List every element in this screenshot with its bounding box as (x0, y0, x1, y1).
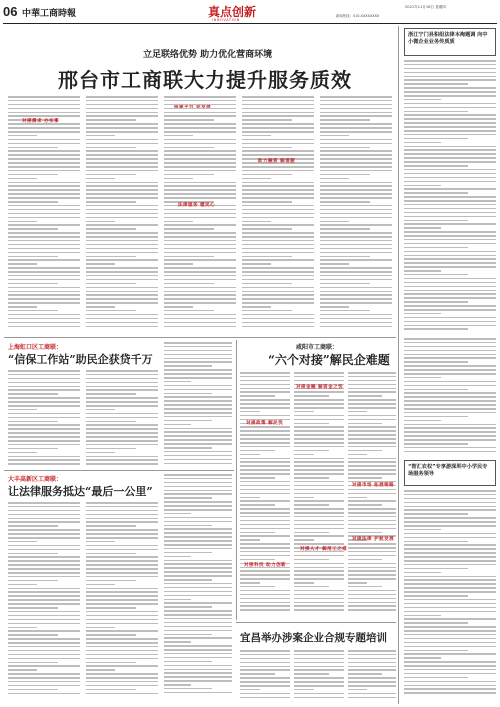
story2-body-col-1 (8, 370, 80, 468)
story4-headline: “六个对接”解民企难题 (268, 353, 390, 367)
right-headline-1: 浙江宁门县积组法律本淘题调 向中小微企业业务传质质 (408, 32, 488, 45)
story2-body-col-3 (164, 342, 232, 468)
story4-subhead-1: 对接政策 解民忧 (246, 421, 284, 426)
lead-subhead-3: 法律服务 暖民心 (178, 203, 216, 208)
story4-subhead-6: 对接科技 助力创新 (244, 563, 287, 568)
story2-bottom-rule (4, 470, 234, 471)
story4-subhead-2: 对接金融 解资金之忧 (296, 385, 344, 390)
story3-body-col-3 (164, 474, 232, 702)
story2-kicker: 上海虹口区工商联： (8, 344, 63, 351)
page-number: 06 (3, 4, 18, 19)
story3-kicker: 大丰高新区工商联： (8, 476, 63, 483)
lead-headline: 邢台市工商联大力提升服务质效 (58, 68, 352, 92)
story4-subhead-3: 对接人才 解用工之难 (300, 547, 348, 552)
story5-top-rule (236, 622, 396, 623)
section-title: 真点创新 (208, 5, 257, 19)
lead-subhead-1: 对接需求 办实事 (22, 119, 60, 124)
story4-subhead-4: 对接市场 拓展销路 (352, 483, 395, 488)
lead-body-col-5 (320, 96, 392, 336)
story2-headline: “信保工作站”助民企获贷千万 (8, 353, 153, 366)
lead-body-col-2 (86, 96, 158, 336)
lead-body-col-1 (8, 96, 80, 336)
story3-headline: 让法律服务抵达“最后一公里” (8, 485, 153, 498)
lead-bottom-rule (4, 337, 396, 338)
story3-body-col-2 (86, 502, 158, 702)
story4-subhead-5: 对接法律 护航发展 (352, 537, 395, 542)
masthead-rule (3, 23, 497, 24)
story4-body-col-2 (294, 372, 344, 620)
right-headline-box-2 (404, 460, 496, 486)
lead-kicker: 立足联络优势 助力优化营商环境 (143, 50, 273, 60)
story5-body-col-1 (240, 650, 290, 702)
date-line: 2021年11月18日 星期四 (405, 5, 446, 9)
lead-body-col-4 (242, 96, 314, 336)
story4-kicker: 咸阳市工商联： (296, 344, 339, 351)
editor-line: 新闻热线：010-XXXXXXXX (336, 14, 380, 18)
story5-body-col-3 (348, 650, 396, 702)
story4-left-divider (236, 340, 237, 620)
story2-body-col-2 (86, 370, 158, 468)
newspaper-name: 中華工商時報 (22, 9, 77, 19)
right-headline-2: “智汇农权”专享游深圳中小学民专场服务领导 (408, 464, 488, 477)
right-body-1 (404, 60, 496, 336)
story5-headline: 宜昌举办涉案企业合规专题培训 (240, 632, 387, 644)
story4-body-col-3 (348, 372, 396, 620)
right-headline-box-1 (404, 28, 496, 56)
right-body-2 (404, 338, 496, 456)
section-subtitle: INNOVATION (212, 18, 240, 22)
masthead (0, 0, 500, 24)
lead-subhead-4: 助力融资 解难题 (258, 159, 296, 164)
right-col-divider (398, 26, 399, 704)
right-body-3 (404, 490, 496, 702)
story5-body-col-2 (294, 650, 344, 702)
story4-body-col-1 (240, 372, 290, 620)
lead-body-col-3 (164, 96, 236, 336)
story3-body-col-1 (8, 502, 80, 702)
